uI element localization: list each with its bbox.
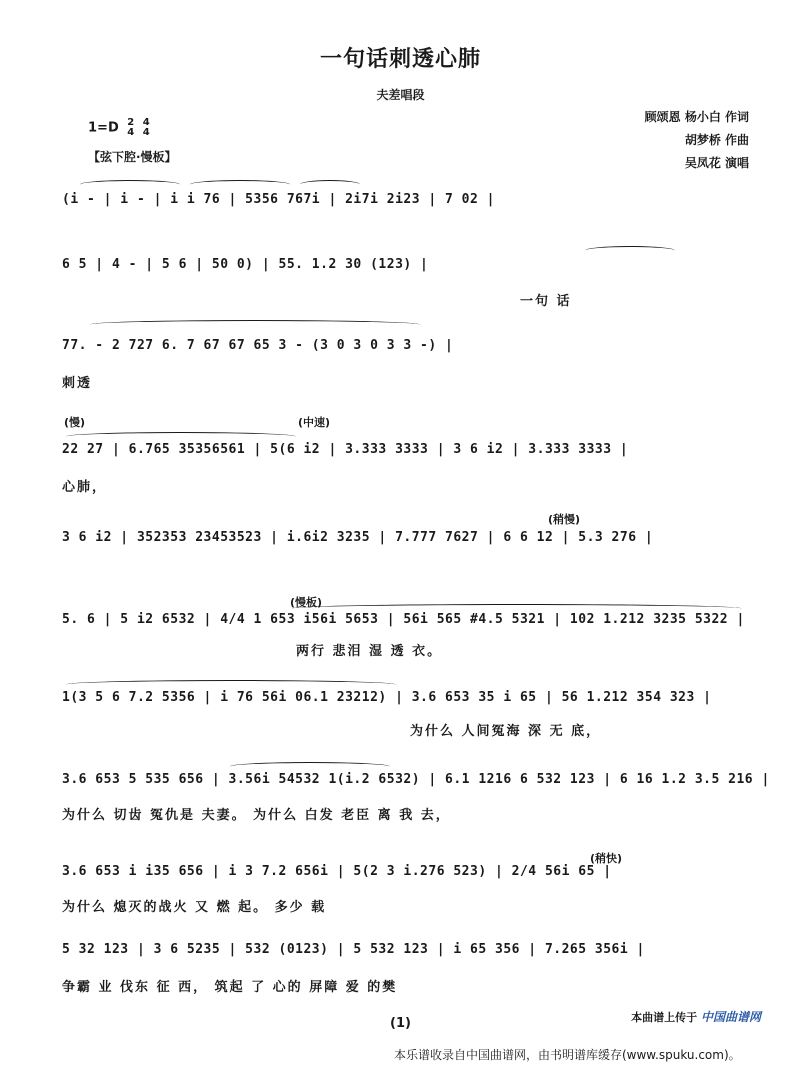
source-footer: 本乐谱收录自中国曲谱网，由书明谱库缓存(www.spuku.com)。: [394, 1048, 741, 1062]
tempo-mark-slow-board: (慢板): [290, 596, 323, 609]
slur-arc: [90, 320, 420, 329]
lyric-line-9: 为什么 熄灭的战火 又 燃 起。 多少 载: [62, 900, 327, 915]
tempo-mark-medium: (中速): [298, 416, 331, 429]
score-system-2: 6 5 | 4 - | 5 6 | 50 0) | 55. 1.2 30 (123) |: [62, 257, 429, 272]
slur-arc: [292, 604, 742, 613]
score-system-10: 5 32 123 | 3 6 5235 | 532 (0123) | 5 532 123 | i 65 356 | 7.265 356i |: [62, 942, 645, 957]
lyric-line-2: 一句 话: [520, 294, 572, 309]
score-system-3: 77. - 2 727 6. 7 67 67 65 3 - (3 0 3 0 3 3 -) |: [62, 338, 454, 353]
lyric-line-8: 为什么 切齿 冤仇是 夫妻。 为什么 白发 老臣 离 我 去，: [62, 808, 451, 823]
score-system-1: (i - | i - | i i 76 | 5356 767i | 2i7i 2i23 | 7 02 |: [62, 192, 495, 207]
lyric-line-3: 刺透: [62, 376, 93, 391]
upload-note: [631, 1008, 761, 1025]
time-signature-1: 2 4: [127, 117, 135, 138]
lyric-line-6: 两行 悲泪 湿 透 衣。: [296, 644, 443, 659]
key-signature: [88, 118, 150, 138]
score-system-7: 1(3 5 6 7.2 5356 | i 76 56i 06.1 23212) | 3.6 653 35 i 65 | 56 1.212 354 323 |: [62, 690, 712, 705]
time-signature-2: 4 4: [142, 117, 150, 138]
tempo-mark-slightly-fast: (稍快): [590, 852, 623, 865]
tempo-mark-slightly-slow: (稍慢): [548, 513, 581, 526]
score-system-9: 3.6 653 i i35 656 | i 3 7.2 656i | 5(2 3 i.276 523) | 2/4 56i 65 |: [62, 864, 612, 879]
tie-arc: [190, 180, 290, 189]
page-number: (1): [390, 1016, 411, 1031]
performer-credit: 吴凤花 演唱: [684, 156, 749, 170]
slur-arc: [66, 680, 396, 689]
page-title: 一句话刺透心肺: [319, 46, 481, 72]
score-system-4: 22 27 | 6.765 35356561 | 5(6 i2 | 3.333 3333 | 3 6 i2 | 3.333 3333 |: [62, 442, 629, 457]
slur-arc: [66, 432, 296, 441]
upload-label: 本曲谱上传于: [631, 1011, 698, 1024]
tie-arc: [300, 180, 360, 189]
score-system-5: 3 6 i2 | 352353 23453523 | i.6i2 3235 | 7.777 7627 | 6 6 12 | 5.3 276 |: [62, 530, 654, 545]
lyric-line-4: 心肺，: [62, 480, 108, 495]
score-system-8: 3.6 653 5 535 656 | 3.56i 54532 1(i.2 6532) | 6.1 1216 6 532 123 | 6 16 1.2 3.5 216 |: [62, 772, 770, 787]
tempo-mark-slow: (慢): [64, 416, 86, 429]
key-label: 1=D: [88, 120, 119, 136]
brand-logo: 中国曲谱网: [700, 1010, 761, 1024]
slur-arc: [585, 246, 675, 255]
lyricist-credit: 顾颂恩 杨小白 作词: [644, 110, 749, 124]
page-subtitle: 夫差唱段: [376, 88, 425, 102]
lyric-line-7: 为什么 人间冤海 深 无 底，: [410, 724, 602, 739]
lyric-line-10: 争霸 业 伐东 征 西， 筑起 了 心的 屏障 爱 的樊: [62, 980, 398, 995]
score-system-6: 5. 6 | 5 i2 6532 | 4/4 1 653 i56i 5653 | 56i 565 #4.5 5321 | 102 1.212 3235 5322 |: [62, 612, 745, 627]
slur-arc: [230, 762, 390, 771]
composer-credit: 胡梦桥 作曲: [684, 133, 749, 147]
tie-arc: [80, 180, 180, 189]
tempo-mode: 【弦下腔·慢板】: [88, 150, 177, 164]
